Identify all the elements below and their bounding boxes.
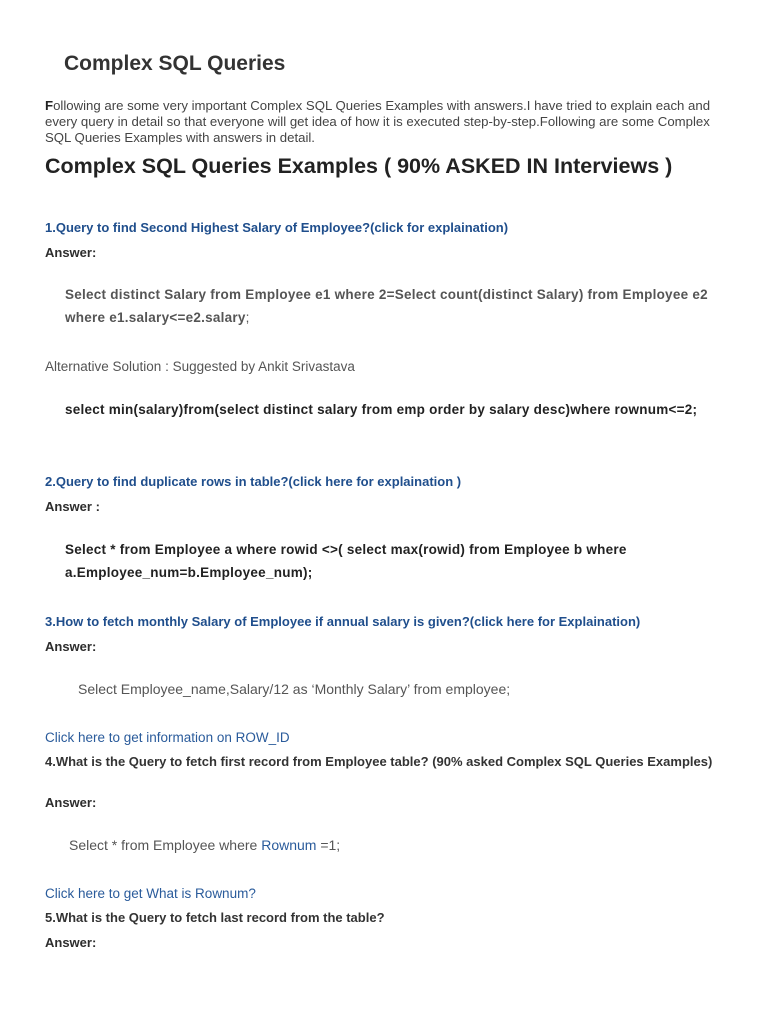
answer-4-code-pre: Select * from Employee where (69, 837, 262, 853)
question-3-link[interactable]: 3.How to fetch monthly Salary of Employee if annual salary is given?(click here for Explaination) (45, 614, 641, 629)
answer-4-code (69, 834, 729, 857)
section-heading: Complex SQL Queries Examples ( 90% ASKED IN Interviews ) (45, 154, 673, 178)
question-5-title: 5.What is the Query to fetch last record from the table? (45, 910, 385, 925)
answer-1-label: Answer: (45, 245, 97, 260)
answer-2-label: Answer : (45, 499, 100, 514)
answer-5-label: Answer: (45, 935, 97, 950)
alternative-solution-code: select min(salary)from(select distinct salary from emp order by salary desc)where rownum<=2; (65, 402, 698, 417)
rownum-info-link[interactable]: Click here to get What is Rownum? (45, 886, 256, 901)
answer-1-code (65, 283, 725, 329)
question-2-link[interactable]: 2.Query to find duplicate rows in table?(click here for explaination ) (45, 474, 462, 489)
page-title: Complex SQL Queries (64, 52, 286, 75)
answer-4-label: Answer: (45, 795, 97, 810)
rownum-inline-link[interactable]: Rownum (261, 837, 317, 853)
answer-2-code: Select * from Employee a where rowid <>( select max(rowid) from Employee b where a.Employee_num=b.Employee_num); (65, 542, 627, 580)
answer-1-code-end: ; (245, 310, 250, 325)
answer-3-label: Answer: (45, 639, 97, 654)
intro-first-letter: F (45, 98, 54, 113)
intro-paragraph (45, 98, 725, 146)
answer-1-code-text: Select distinct Salary from Employee e1 where 2=Select count(distinct Salary) from Employee e2 where e1.salary<=e2.salary (65, 287, 708, 325)
answer-4-code-post: =1; (316, 837, 341, 853)
intro-text: ollowing are some very important Complex SQL Queries Examples with answers.I have tried to explain each and every query in detail so that everyone will get idea of how it is executed step-by-step.Following are some Complex SQL Queries Examples with answers in detail. (45, 98, 711, 145)
answer-3-code: Select Employee_name,Salary/12 as ‘Monthly Salary’ from employee; (78, 681, 511, 697)
row-id-info-link[interactable]: Click here to get information on ROW_ID (45, 730, 290, 745)
alternative-solution-label: Alternative Solution : Suggested by Ankit Srivastava (45, 359, 355, 374)
question-1-link[interactable]: 1.Query to find Second Highest Salary of Employee?(click for explaination) (45, 220, 509, 235)
question-4-title: 4.What is the Query to fetch first record from Employee table? (90% asked Complex SQL Queries Examples) (45, 754, 713, 769)
